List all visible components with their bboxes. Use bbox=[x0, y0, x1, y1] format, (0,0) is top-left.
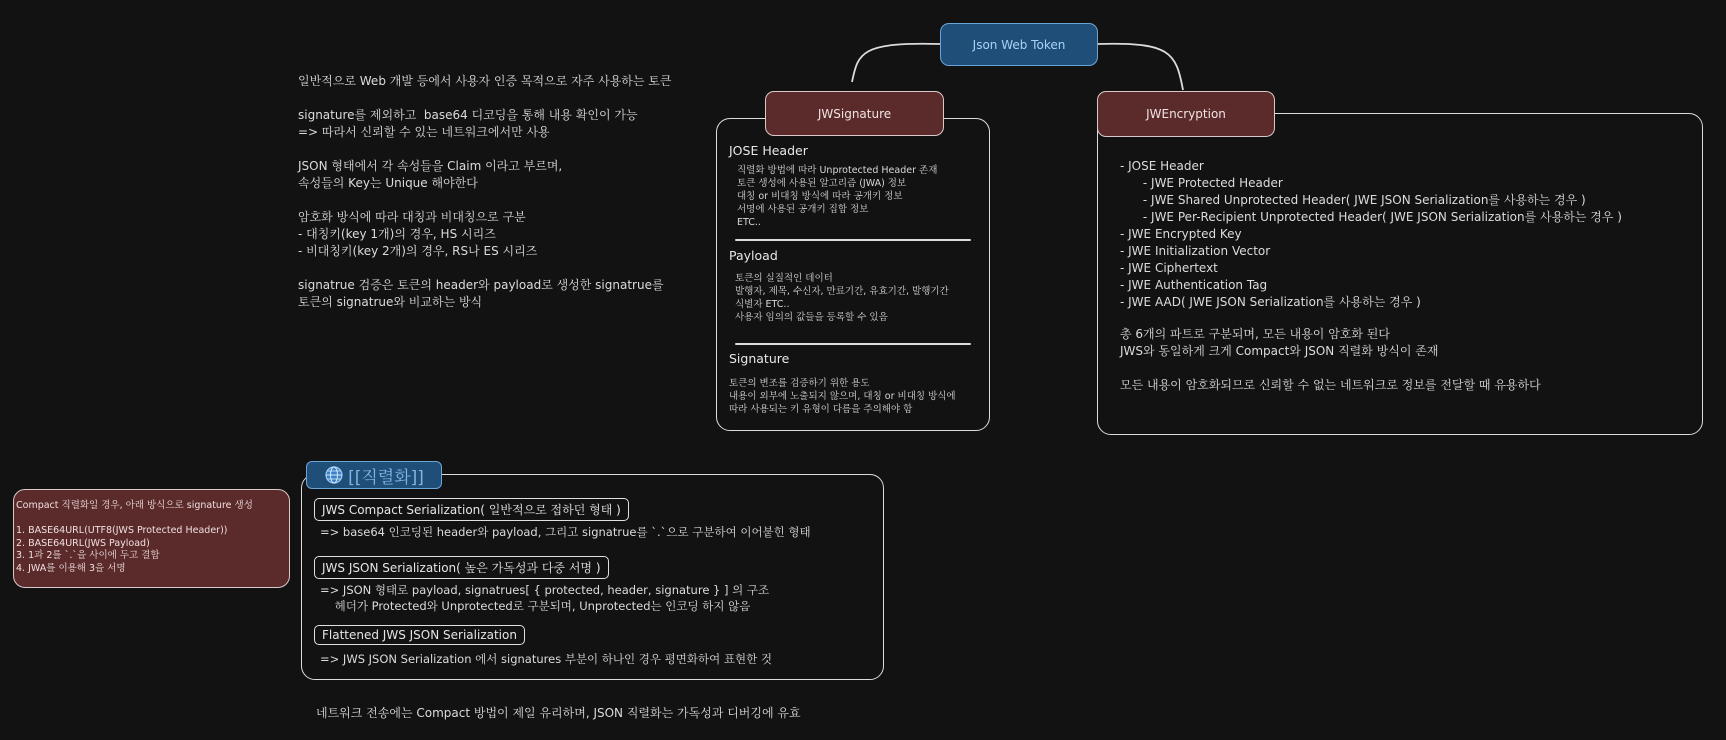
jws-section-line: 대칭 or 비대칭 방식에 따라 공개키 정보 bbox=[737, 191, 903, 202]
payload-details bbox=[735, 272, 949, 324]
jwe-part-item: - JWE Per-Recipient Unprotected Header( JWE JSON Serialization를 사용하는 경우 ) bbox=[1120, 210, 1622, 224]
jwe-note-line bbox=[1120, 360, 1541, 377]
jwe-note-line: 총 6개의 파트로 구분되며, 모든 내용이 암호화 된다 bbox=[1120, 327, 1390, 341]
compact-note-line: 1. BASE64URL(UTF8(JWS Protected Header)) bbox=[16, 525, 228, 536]
intro-line: - 비대칭키(key 2개)의 경우, RS나 ES 시리즈 bbox=[298, 244, 538, 258]
jwt-root-node[interactable] bbox=[940, 23, 1098, 66]
jwe-part-item: - JOSE Header bbox=[1120, 159, 1204, 173]
jwe-notes bbox=[1120, 326, 1541, 394]
jwe-node[interactable] bbox=[1097, 91, 1275, 137]
jws-section-line: 토큰의 실질적인 데이터 bbox=[735, 273, 833, 284]
intro-line: - 대칭키(key 1개)의 경우, HS 시리즈 bbox=[298, 227, 496, 241]
jwe-detail-box bbox=[1097, 113, 1703, 435]
jws-section-line: 식별자 ETC.. bbox=[735, 299, 790, 310]
serialization-item-desc bbox=[320, 651, 772, 667]
jws-section-line: 발행자, 제목, 수신자, 만료기간, 유효기간, 발행기간 bbox=[735, 286, 949, 297]
intro-line: 일반적으로 Web 개발 등에서 사용자 인증 목적으로 자주 사용하는 토큰 bbox=[298, 74, 672, 88]
jwe-node-label: JWEncryption bbox=[1146, 107, 1226, 121]
jws-detail-box bbox=[716, 118, 990, 431]
compact-note-line: Compact 직렬화일 경우, 아래 방식으로 signature 생성 bbox=[16, 500, 253, 511]
footer-note: 네트워크 전송에는 Compact 방법이 제일 유리하며, JSON 직렬화는 가독성과 디버깅에 유효 bbox=[316, 706, 801, 720]
jwe-part-item: - JWE AAD( JWE JSON Serialization를 사용하는 경우 ) bbox=[1120, 295, 1421, 309]
compact-note-line: 2. BASE64URL(JWS Payload) bbox=[16, 537, 150, 549]
payload-title: Payload bbox=[729, 248, 778, 263]
intro-line: signature를 제외하고 base64 디코딩을 통해 내용 확인이 가능 bbox=[298, 108, 638, 122]
serialization-desc-line: => JWS JSON Serialization 에서 signatures 부분이 하나인 경우 평면화하여 표현한 것 bbox=[320, 652, 772, 666]
jose-header-title: JOSE Header bbox=[729, 143, 808, 158]
serialization-node[interactable] bbox=[306, 461, 442, 489]
jwe-part-item: - JWE Initialization Vector bbox=[1120, 244, 1271, 258]
jws-section-line: 토큰 생성에 사용된 알고리즘 (JWA) 정보 bbox=[737, 178, 907, 189]
intro-line: 속성들의 Key는 Unique 해야한다 bbox=[298, 176, 478, 190]
serialization-node-label: [[직렬화]] bbox=[348, 467, 424, 488]
jws-section-line: 서명에 사용된 공개키 집합 정보 bbox=[737, 204, 869, 215]
intro-line: signatrue 검증은 토큰의 header와 payload로 생성한 signatrue를 bbox=[298, 278, 664, 292]
jws-section-line: 따라 사용되는 키 유형이 다름을 주의해야 함 bbox=[729, 404, 913, 415]
jws-node-label: JWSignature bbox=[817, 106, 892, 121]
serialization-item-desc bbox=[320, 524, 811, 540]
jwe-part-item: - JWE Shared Unprotected Header( JWE JSON Serialization를 사용하는 경우 ) bbox=[1120, 193, 1586, 207]
connector-jwt-to-jws bbox=[852, 44, 940, 82]
intro-line: => 따라서 신뢰할 수 있는 네트워크에서만 사용 bbox=[298, 125, 550, 139]
serialization-box bbox=[301, 474, 884, 680]
intro-line bbox=[298, 90, 671, 107]
compact-note-line: 3. 1과 2를 `.`을 사이에 두고 결합 bbox=[16, 550, 160, 561]
compact-note-line bbox=[16, 513, 253, 526]
compact-note-line: 4. JWA를 이용해 3을 서명 bbox=[16, 562, 126, 574]
divider bbox=[735, 343, 971, 345]
jwe-part-item: - JWE Encrypted Key bbox=[1120, 227, 1242, 241]
jwe-part-item: - JWE Protected Header bbox=[1120, 176, 1283, 190]
jws-section-line: 내용이 외부에 노출되지 않으며, 대칭 or 비대칭 방식에 bbox=[729, 391, 956, 402]
jws-section-line: 직렬화 방법에 따라 Unprotected Header 존재 bbox=[737, 165, 938, 176]
globe-icon bbox=[324, 465, 344, 485]
serialization-desc-line: => base64 인코딩된 header와 payload, 그리고 signatrue를 `.`으로 구분하여 이어붙힌 형태 bbox=[320, 525, 811, 539]
serialization-item-desc bbox=[320, 582, 769, 614]
jws-section-line: 사용자 임의의 값들을 등록할 수 있음 bbox=[735, 312, 888, 323]
intro-line bbox=[298, 260, 671, 277]
serialization-desc-line: => JSON 형태로 payload, signatrues[ { protected, header, signature } ] 의 구조 bbox=[320, 583, 770, 597]
intro-line: 토큰의 signatrue와 비교하는 방식 bbox=[298, 295, 483, 309]
compact-note-lines bbox=[16, 500, 253, 575]
jws-node[interactable] bbox=[765, 91, 944, 136]
intro-line: JSON 형태에서 각 속성들을 Claim 이라고 부르며, bbox=[298, 159, 563, 173]
jwe-note-line: 모든 내용이 암호화되므로 신뢰할 수 없는 네트워크로 정보를 전달할 때 유용하다 bbox=[1120, 378, 1541, 392]
jose-header-details bbox=[737, 164, 937, 229]
jwt-root-label: Json Web Token bbox=[972, 37, 1066, 52]
signature-details bbox=[729, 377, 956, 416]
connector-jwt-to-jwe bbox=[1098, 44, 1183, 90]
jwe-note-line: JWS와 동일하게 크게 Compact와 JSON 직렬화 방식이 존재 bbox=[1120, 344, 1439, 358]
jwe-part-item: - JWE Ciphertext bbox=[1120, 261, 1218, 275]
divider bbox=[735, 239, 971, 241]
intro-line: 암호화 방식에 따라 대칭과 비대칭으로 구분 bbox=[298, 210, 526, 224]
compact-signature-note bbox=[13, 489, 290, 588]
serialization-item-title[interactable]: JWS Compact Serialization( 일반적으로 접하던 형태 ) bbox=[314, 498, 629, 521]
signature-title: Signature bbox=[729, 351, 790, 366]
jws-section-line: 토큰의 변조를 검증하기 위한 용도 bbox=[729, 378, 870, 389]
serialization-item-title[interactable]: JWS JSON Serialization( 높은 가독성과 다중 서명 ) bbox=[314, 556, 609, 579]
jwe-parts-list bbox=[1120, 158, 1622, 311]
jws-section-line: ETC.. bbox=[737, 217, 761, 228]
intro-line bbox=[298, 192, 671, 209]
intro-line bbox=[298, 141, 671, 158]
intro-text bbox=[298, 73, 671, 311]
jwe-part-item: - JWE Authentication Tag bbox=[1120, 278, 1268, 292]
serialization-desc-line: 헤더가 Protected와 Unprotected로 구분되며, Unprotected는 인코딩 하지 않음 bbox=[320, 599, 751, 613]
serialization-item-title[interactable]: Flattened JWS JSON Serialization bbox=[314, 625, 525, 645]
